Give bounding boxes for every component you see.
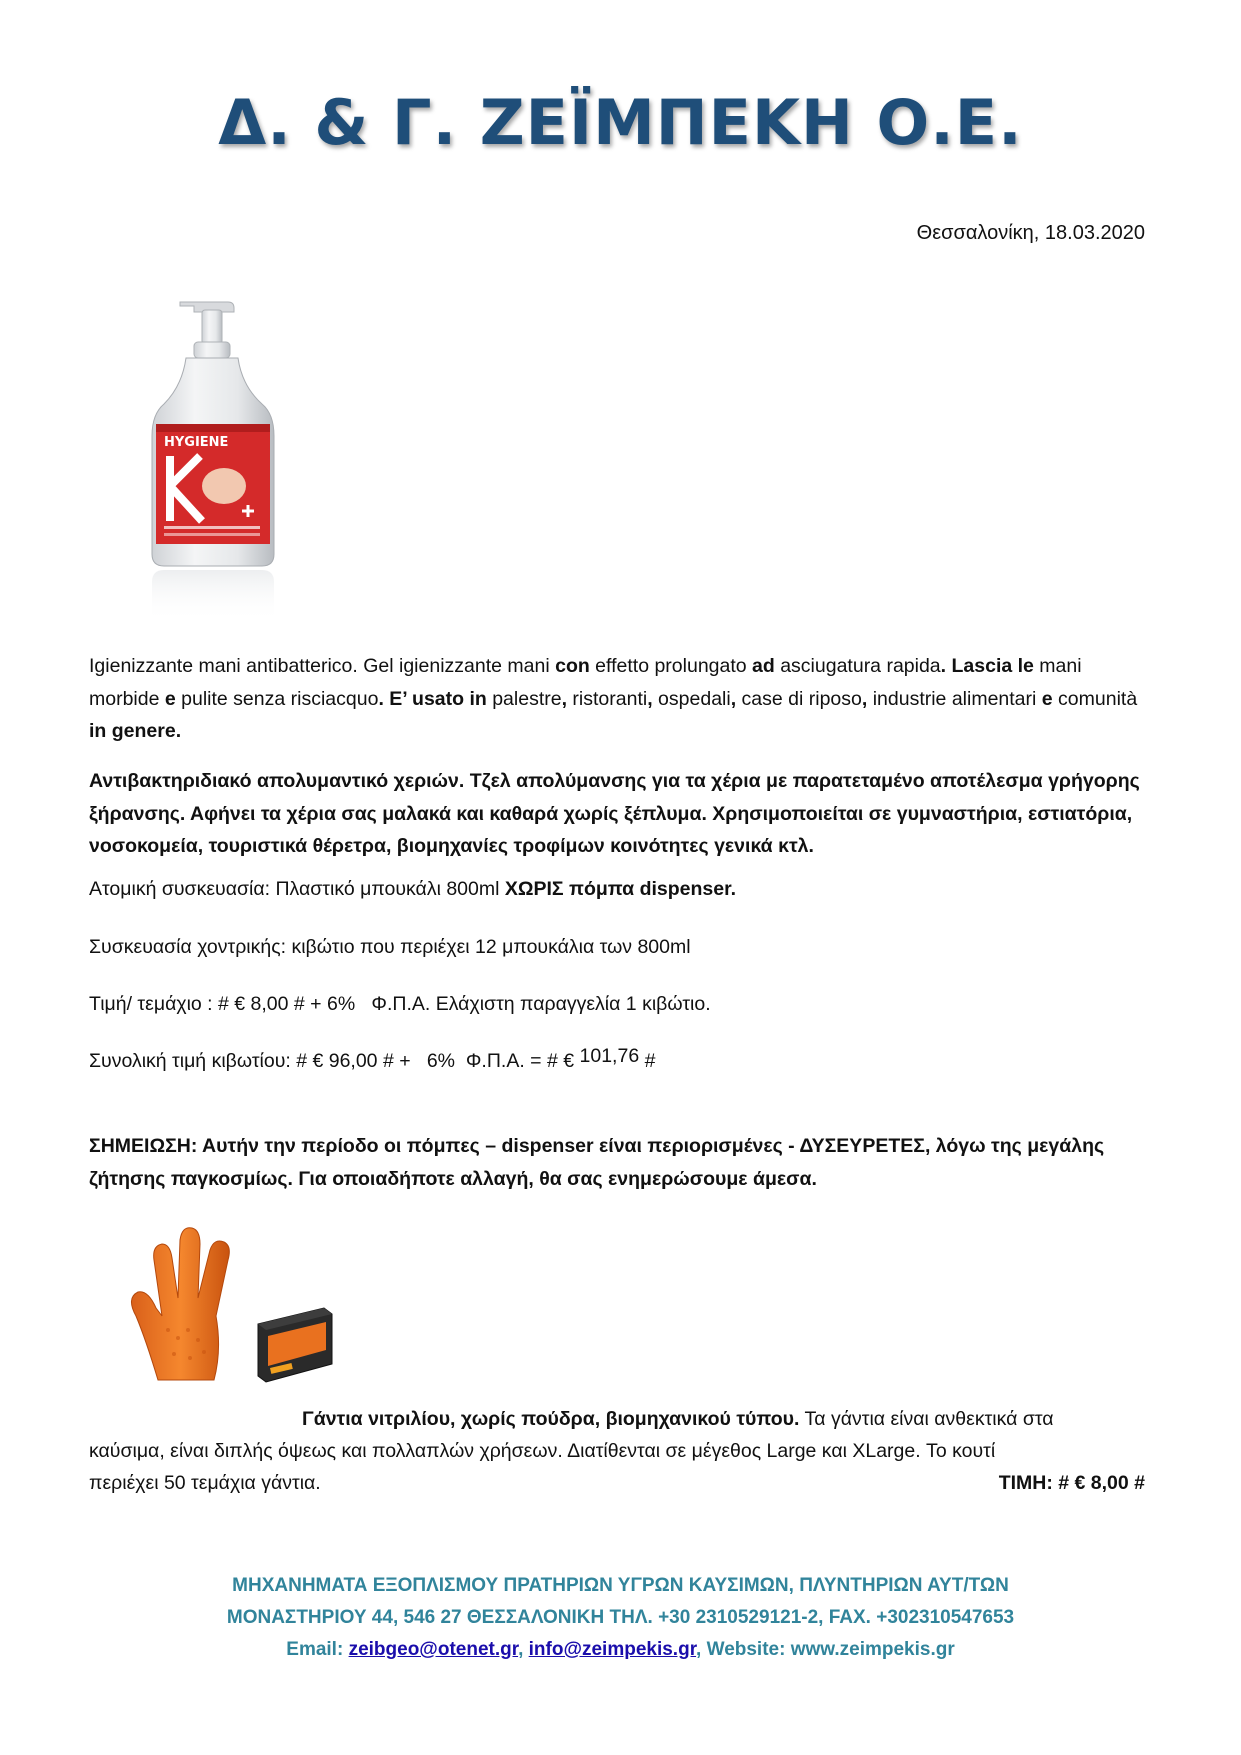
email-link-2[interactable]: info@zeimpekis.gr bbox=[528, 1639, 697, 1660]
individual-packaging bbox=[89, 878, 736, 901]
box-total-prefix: Συνολική τιμή κιβωτίου: # € 96,00 # + 6% Φ.Π.Α. = # € bbox=[89, 1050, 580, 1072]
document-date: Θεσσαλονίκη, 18.03.2020 bbox=[916, 222, 1145, 244]
italian-segment: . E’ usato in bbox=[378, 687, 487, 710]
footer-business-line: ΜΗΧΑΝΗΜΑΤΑ ΕΞΟΠΛΙΣΜΟΥ ΠΡΑΤΗΡΙΩΝ ΥΓΡΩΝ ΚΑΥΣΙΜΩΝ, ΠΛΥΝΤΗΡΙΩΝ ΑΥΤ/ΤΩΝ bbox=[232, 1575, 1009, 1596]
italian-segment: palestre bbox=[486, 687, 562, 710]
individual-packaging-text: Ατομική συσκευασία: Πλαστικό μπουκάλι 800ml bbox=[89, 878, 505, 900]
footer-address-line: ΜΟΝΑΣΤΗΡΙΟΥ 44, 546 27 ΘΕΣΣΑΛΟΝΙΚΗ ΤΗΛ. +30 2310529121-2, FAX. +302310547653 bbox=[226, 1607, 1015, 1628]
gloves-line-2: καύσιμα, είναι διπλής όψεως και πολλαπλών χρήσεων. Διατίθενται σε μέγεθος Large και XLarge. Το κουτί bbox=[89, 1440, 996, 1462]
email-link-1[interactable]: zeibgeo@otenet.gr bbox=[348, 1639, 519, 1660]
italian-segment: e bbox=[164, 687, 176, 710]
email-separator: , bbox=[518, 1639, 529, 1660]
italian-segment: ristoranti bbox=[567, 687, 648, 710]
gloves-line-1 bbox=[302, 1408, 1054, 1431]
website-text: , Website: www.zeimpekis.gr bbox=[696, 1639, 955, 1660]
unit-price: Τιμή/ τεμάχιο : # € 8,00 # + 6% Φ.Π.Α. Ελάχιστη παραγγελία 1 κιβώτιο. bbox=[89, 993, 711, 1015]
svg-text:HYGIENE: HYGIENE bbox=[164, 435, 229, 450]
gloves-line-3: περιέχει 50 τεμάχια γάντια. bbox=[89, 1472, 321, 1494]
italian-segment: con bbox=[555, 655, 590, 677]
italian-segment: industrie alimentari bbox=[867, 687, 1042, 710]
nitrile-glove-image bbox=[118, 1220, 340, 1388]
footer bbox=[0, 1570, 1241, 1666]
italian-segment: , bbox=[861, 687, 868, 710]
gloves-line1-rest: Τα γάντια είναι ανθεκτικά στα bbox=[799, 1408, 1054, 1430]
italian-segment: in genere. bbox=[89, 720, 182, 742]
gloves-title: Γάντια νιτριλίου, χωρίς πούδρα, βιομηχανικού τύπου. bbox=[302, 1408, 800, 1430]
gloves-price: ΤΙΜΗ: # € 8,00 # bbox=[998, 1472, 1145, 1494]
italian-segment: ad bbox=[752, 655, 775, 677]
italian-segment: . Lascia le bbox=[940, 655, 1034, 677]
italian-segment: effetto prolungato bbox=[589, 655, 753, 677]
italian-segment: , bbox=[647, 687, 653, 710]
italian-segment: , bbox=[561, 687, 568, 710]
italian-segment: case di riposo bbox=[736, 687, 862, 710]
box-total-suffix: # bbox=[639, 1050, 656, 1072]
italian-description bbox=[89, 650, 1151, 748]
italian-segment: e bbox=[1041, 687, 1053, 710]
italian-segment: ospedali bbox=[652, 687, 731, 710]
box-total-value: 101,76 bbox=[579, 1045, 640, 1067]
italian-segment: , bbox=[730, 687, 737, 710]
greek-description: Αντιβακτηριδιακό απολυμαντικό χεριών. Τζελ απολύμανσης για τα χέρια με παρατεταμένο αποτέλεσμα γρήγορης ξήρανσης. Αφήνει τα χέρια σας μαλακά και καθαρά χωρίς ξέπλυμα. Χρησιμοποιείται σε γυμναστήρια, εστιατόρια, νοσοκομεία, τουριστικά θέρετρα, βιομηχανίες τροφίμων κοινότητες γενικά κτλ. bbox=[89, 770, 1140, 857]
company-title: Δ. & Γ. ΖΕΪΜΠΕΚΗ Ο.Ε. bbox=[218, 86, 1023, 159]
italian-segment: asciugatura rapida bbox=[774, 655, 941, 677]
footer-contact-line bbox=[0, 1634, 1241, 1666]
box-total-price bbox=[89, 1045, 656, 1073]
italian-segment: comunità bbox=[1052, 687, 1138, 710]
italian-segment: mani morbide bbox=[89, 655, 1082, 710]
hand-sanitizer-bottle-image bbox=[150, 296, 290, 626]
note-paragraph: ΣΗΜΕΙΩΣΗ: Αυτήν την περίοδο οι πόμπες – dispenser είναι περιορισμένες - ΔΥΣΕΥΡΕΤΕΣ, λόγω της μεγάλης ζήτησης παγκοσμίως. Για οποιαδήποτε αλλαγή, θα σας ενημερώσουμε άμεσα. bbox=[89, 1135, 1105, 1190]
wholesale-packaging: Συσκευασία χοντρικής: κιβώτιο που περιέχει 12 μπουκάλια των 800ml bbox=[89, 936, 691, 958]
individual-packaging-bold: ΧΩΡΙΣ πόμπα dispenser. bbox=[504, 878, 737, 900]
email-label: Email: bbox=[286, 1639, 349, 1660]
italian-segment: pulite senza risciacquo bbox=[175, 687, 379, 710]
italian-segment: Igienizzante mani antibatterico. Gel igienizzante mani bbox=[89, 655, 556, 677]
